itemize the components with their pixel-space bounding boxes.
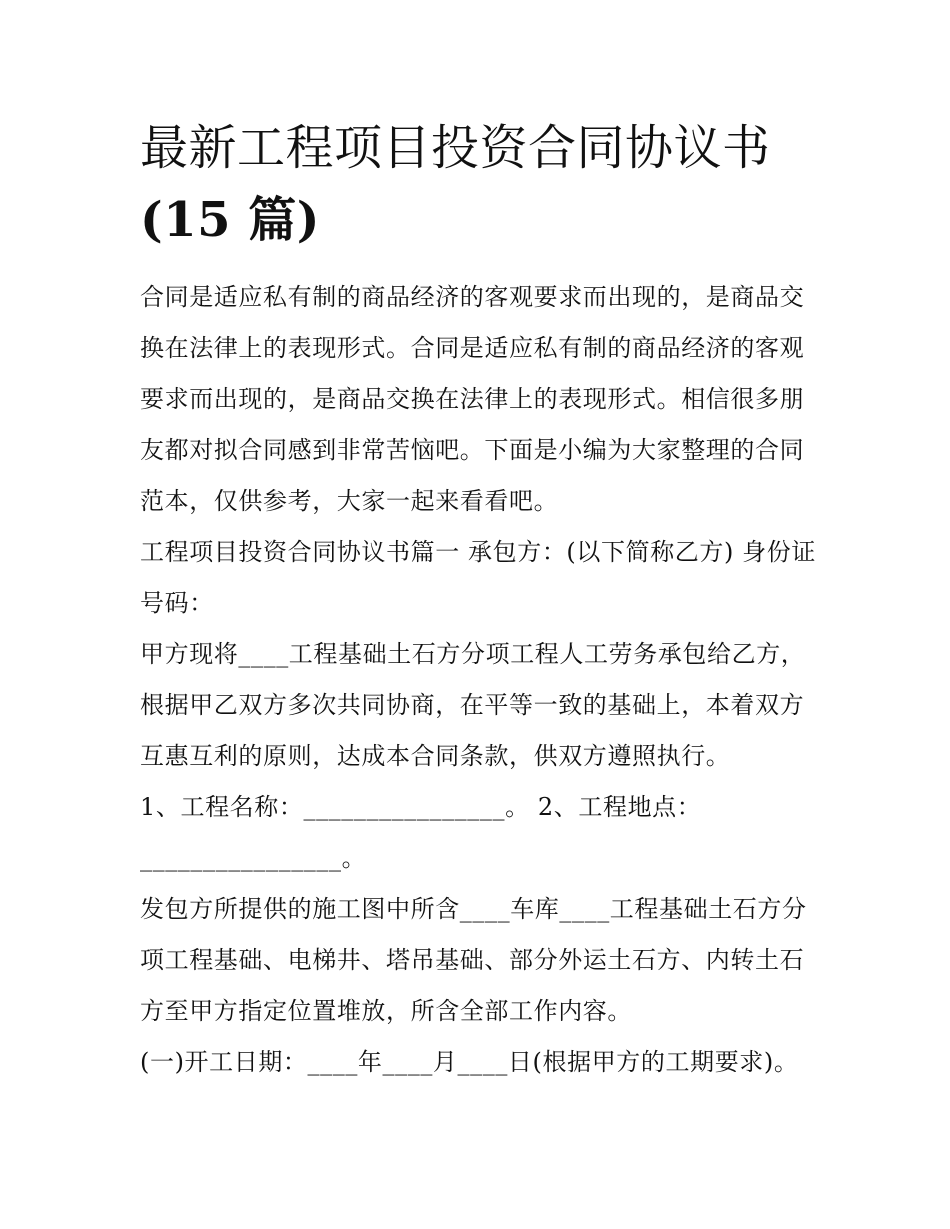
paragraph-intro: 合同是适应私有制的商品经济的客观要求而出现的，是商品交换在法律上的表现形式。合同是适应私有制的商品经济的客观要求而出现的，是商品交换在法律上的表现形式。相信很多朋友都对拟合同感到非常苦恼吧。下面是小编为大家整理的合同范本，仅供参考，大家一起来看看吧。	[140, 283, 805, 515]
paragraph-scope: 甲方现将____工程基础土石方分项工程人工劳务承包给乙方，根据甲乙双方多次共同协商，在平等一致的基础上，本着双方互惠互利的原则，达成本合同条款，供双方遵照执行。	[140, 640, 806, 770]
paragraph-start-date: (一)开工日期：____年____月____日(根据甲方的工期要求)。	[140, 1048, 799, 1076]
paragraph-work-content: 发包方所提供的施工图中所含____车库____工程基础土石方分项工程基础、电梯井、塔吊基础、部分外运土石方、内转土石方至甲方指定位置堆放，所含全部工作内容。	[140, 895, 807, 1025]
paragraph-contractor: 工程项目投资合同协议书篇一 承包方：(以下简称乙方) 身份证号码：	[140, 538, 816, 617]
document-page	[140, 112, 820, 1088]
title-line-2: (15 篇)	[140, 192, 320, 248]
paragraph-project-name-location: 1、工程名称：________________。 2、工程地点：________________。	[140, 793, 702, 872]
title-line-1: 最新工程项目投资合同协议书	[140, 120, 771, 176]
document-title	[140, 112, 820, 256]
